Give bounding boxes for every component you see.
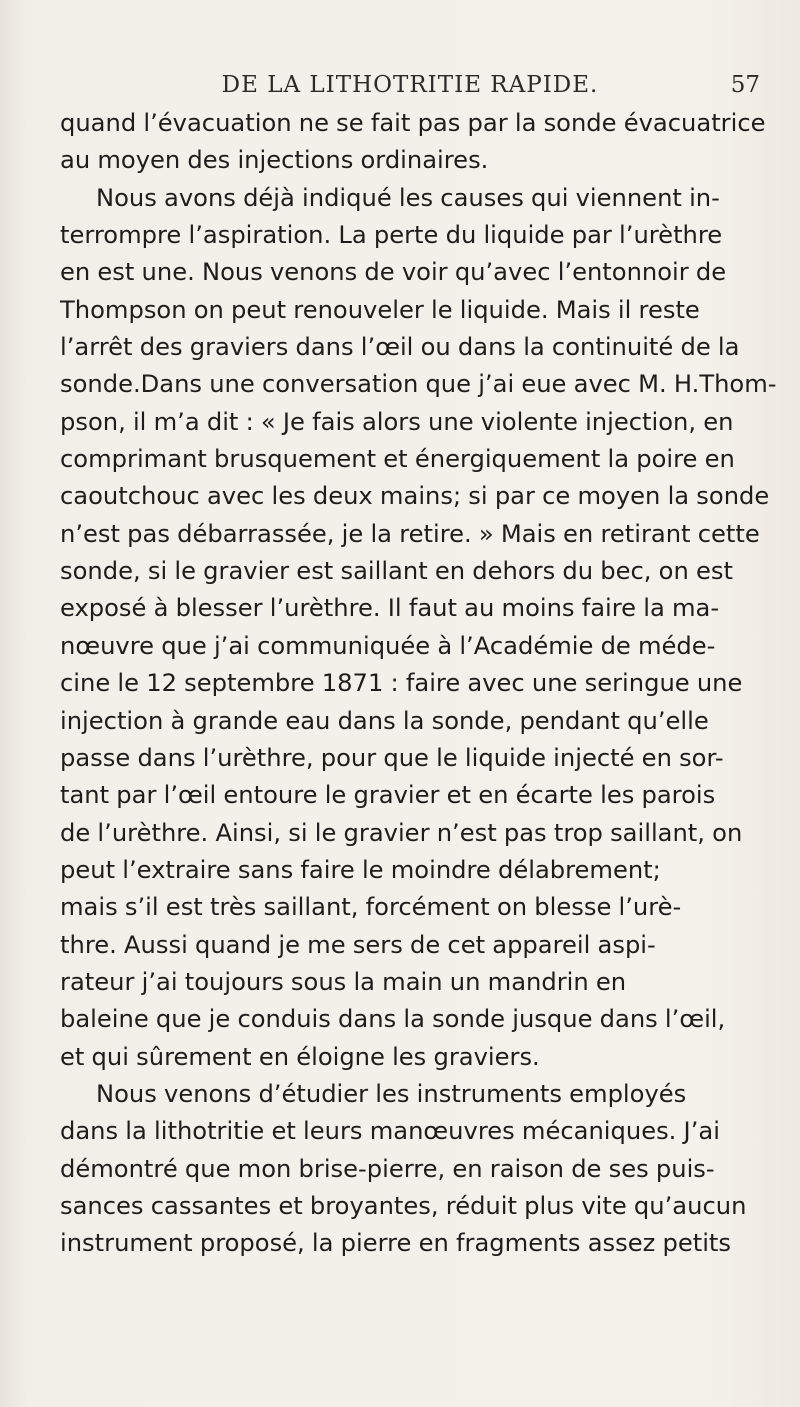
text-line: en est une. Nous venons de voir qu’avec l’entonnoir de <box>60 258 727 287</box>
text-line: sonde, si le gravier est saillant en dehors du bec, on est <box>60 557 733 586</box>
text-line: quand l’évacuation ne se fait pas par la sonde évacuatrice <box>60 109 766 137</box>
text-line: cine le 12 septembre 1871 : faire avec une seringue une <box>60 669 743 698</box>
text-line: instrument proposé, la pierre en fragments assez petits <box>60 1229 732 1258</box>
text-line: Thompson on peut renouveler le liquide. Mais il reste <box>60 295 700 324</box>
paragraph-start-line: Nous avons déjà indiqué les causes qui viennent in- <box>96 183 720 212</box>
text-line: l’arrêt des graviers dans l’œil ou dans la continuité de la <box>60 333 740 362</box>
text-line: tant par l’œil entoure le gravier et en écarte les parois <box>60 781 716 810</box>
text-line: passe dans l’urèthre, pour que le liquide injecté en sor- <box>60 743 724 772</box>
text-line: baleine que je conduis dans la sonde jusque dans l’œil, <box>60 1005 726 1034</box>
text-line: dans la lithotritie et leurs manœuvres mécaniques. J’ai <box>60 1117 720 1146</box>
paragraph-start-line: Nous venons d’étudier les instruments employés <box>96 1079 687 1108</box>
text-line: n’est pas débarrassée, je la retire. » Mais en retirant cette <box>60 519 760 548</box>
text-line: exposé à blesser l’urèthre. Il faut au moins faire la ma- <box>60 594 720 623</box>
text-line: peut l’extraire sans faire le moindre délabrement; <box>60 855 661 884</box>
text-line: caoutchouc avec les deux mains; si par ce moyen la sonde <box>60 482 770 511</box>
text-line: rateur j’ai toujours sous la main un mandrin en <box>60 967 627 996</box>
text-line: au moyen des injections ordinaires. <box>60 146 489 175</box>
text-line: pson, il m’a dit : « Je fais alors une violente injection, en <box>60 407 734 436</box>
text-line: nœuvre que j’ai communiquée à l’Académie de méde- <box>60 631 716 660</box>
page-number: 57 <box>730 72 760 98</box>
text-line: mais s’il est très saillant, forcément on blesse l’urè- <box>60 893 682 922</box>
text-line: terrompre l’aspiration. La perte du liquide par l’urèthre <box>60 221 723 250</box>
text-line: de l’urèthre. Ainsi, si le gravier n’est pas trop saillant, on <box>60 818 743 847</box>
text-line: et qui sûrement en éloigne les graviers. <box>60 1042 540 1071</box>
text-line: thre. Aussi quand je me sers de cet appareil aspi- <box>60 930 656 959</box>
running-header <box>60 72 760 104</box>
text-line: injection à grande eau dans la sonde, pendant qu’elle <box>60 706 709 735</box>
text-line: sances cassantes et broyantes, réduit plus vite qu’aucun <box>60 1191 747 1220</box>
text-line: sonde.Dans une conversation que j’ai eue avec M. H.Thom- <box>60 370 777 399</box>
body-text <box>60 105 777 1263</box>
text-line: comprimant brusquement et énergiquement la poire en <box>60 445 735 474</box>
text-line: démontré que mon brise-pierre, en raison de ses puis- <box>60 1154 715 1183</box>
running-title: DE LA LITHOTRITIE RAPIDE. <box>221 72 599 98</box>
